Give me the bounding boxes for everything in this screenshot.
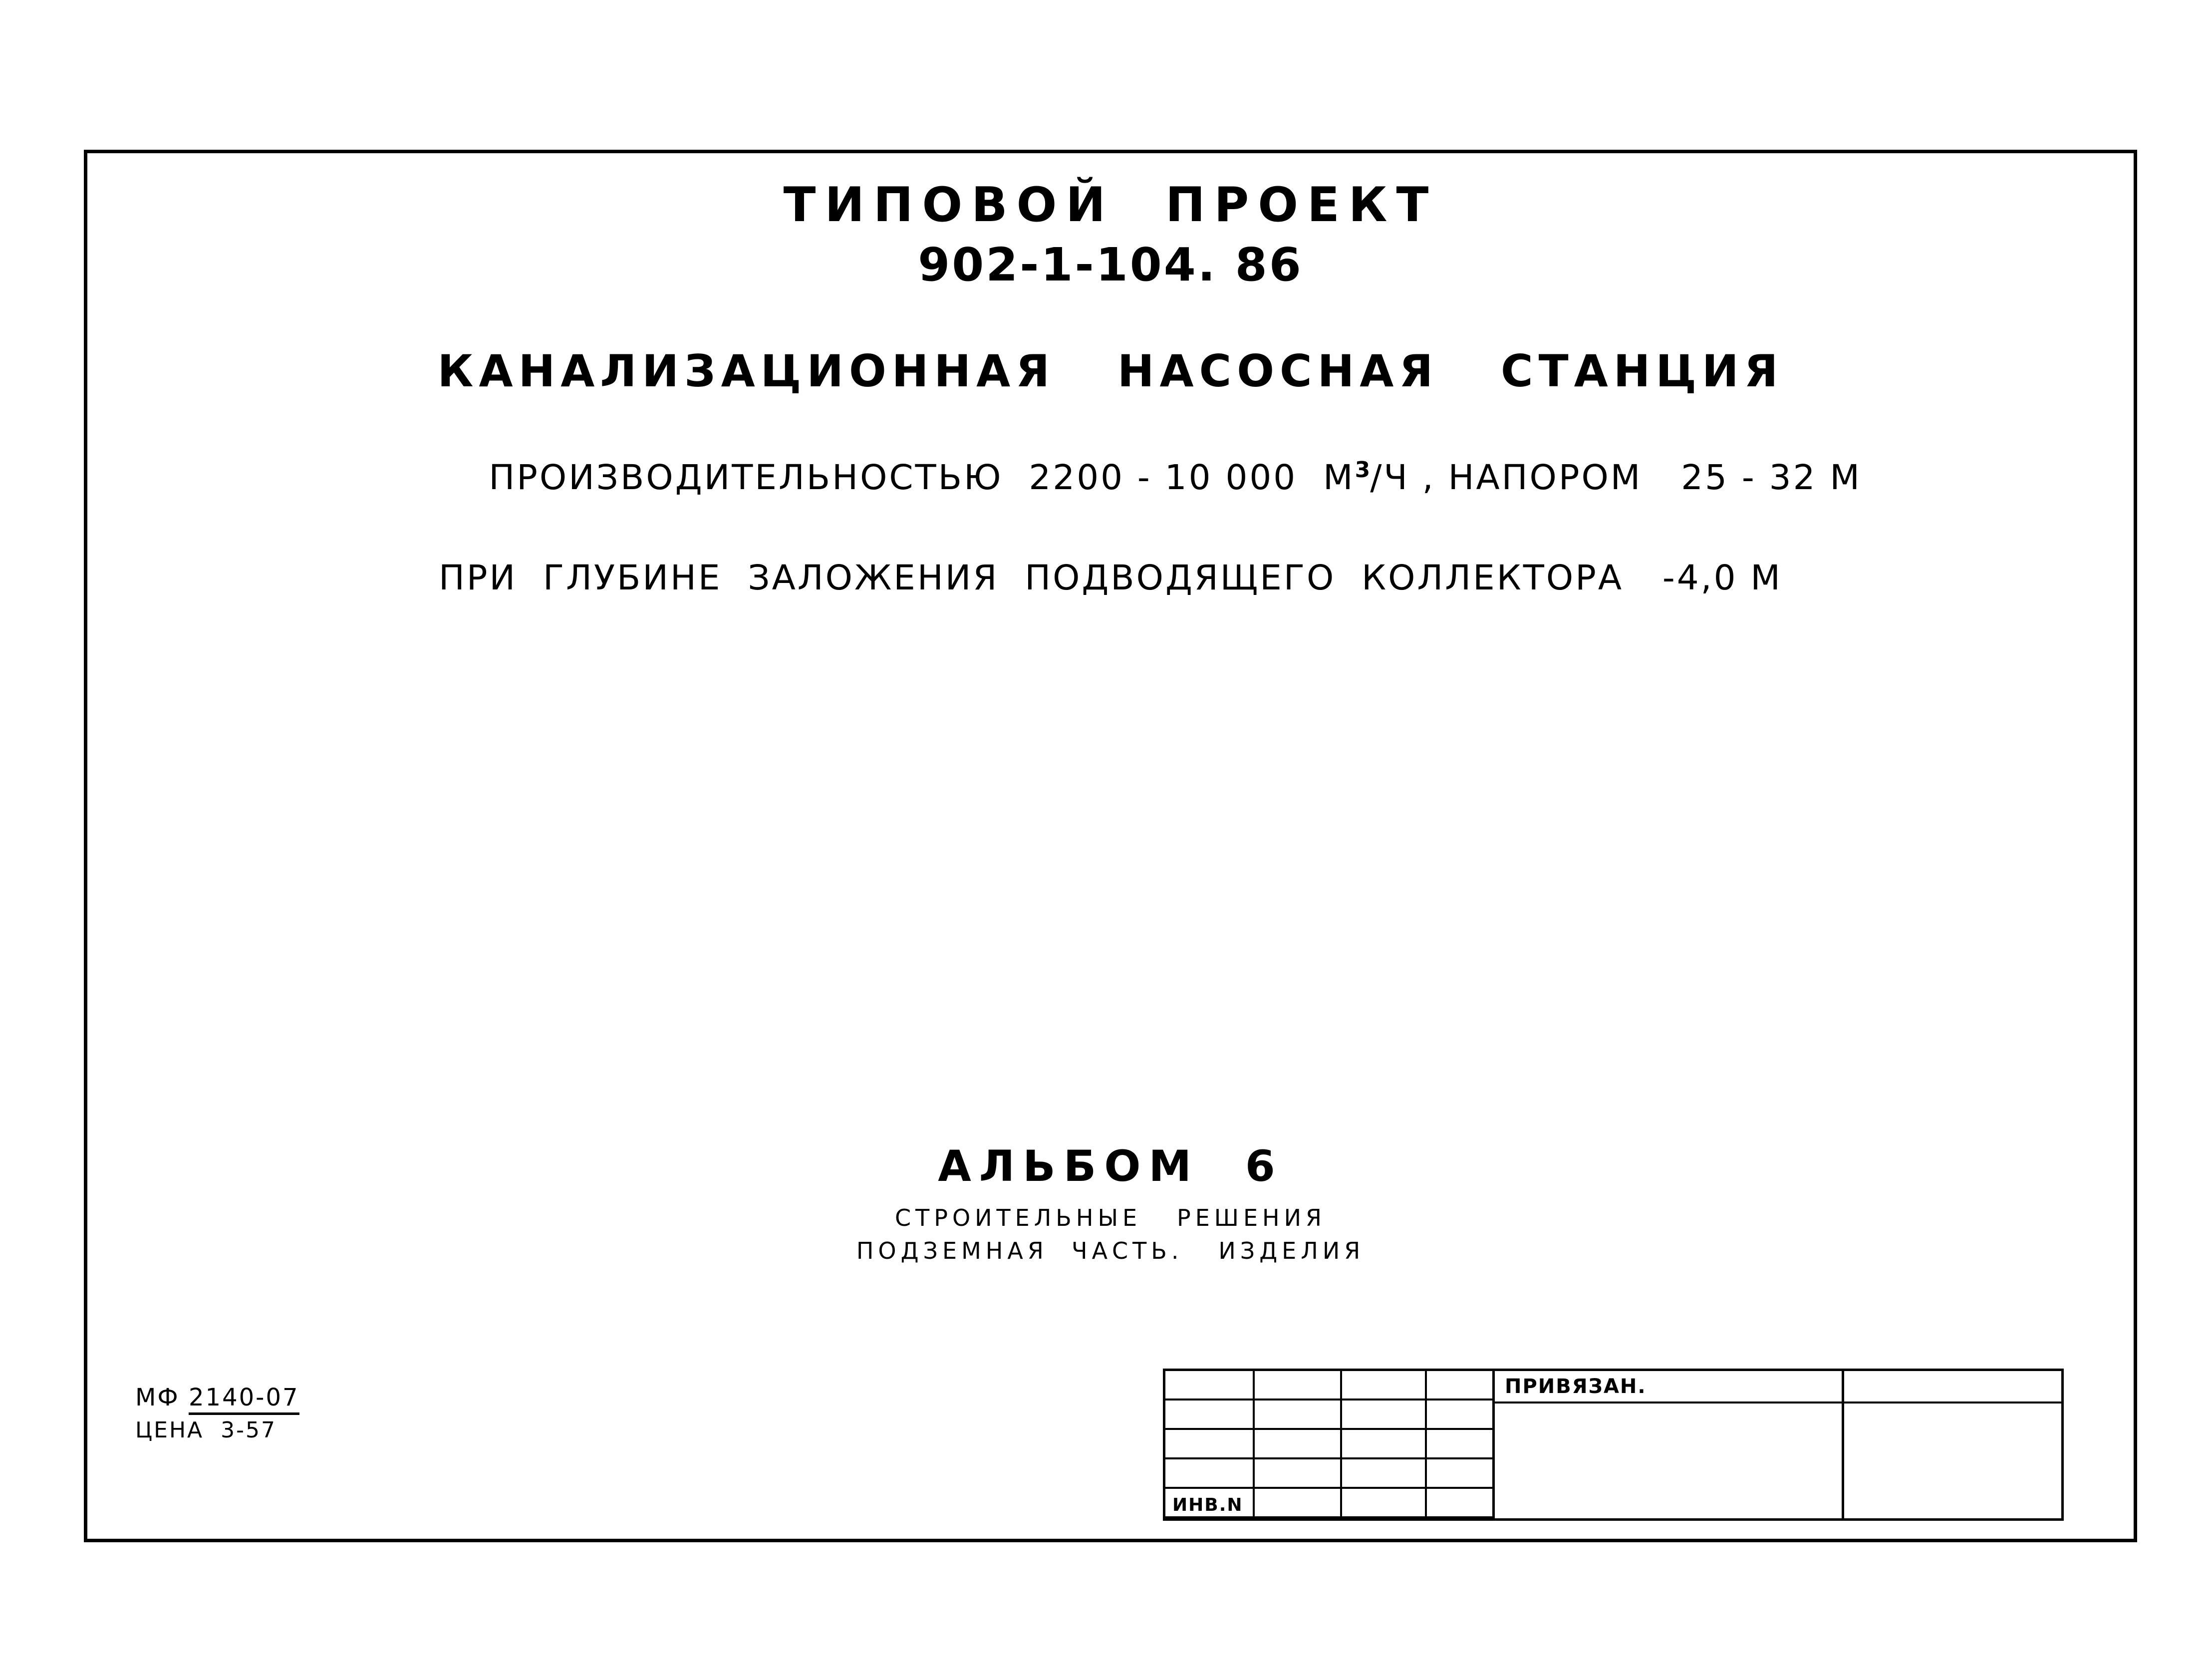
- price-label: ЦЕНА 3-57: [135, 1417, 276, 1443]
- catalog-prefix: МФ: [135, 1384, 189, 1411]
- album-block: [87, 1141, 2134, 1264]
- stamp-grid-row: [1165, 1430, 1492, 1459]
- specification-line-2: ПРИ ГЛУБИНЕ ЗАЛОЖЕНИЯ ПОДВОДЯЩЕГО КОЛЛЕКТОРА -4,0 М: [439, 558, 1782, 598]
- project-code: 902-1-104. 86: [918, 238, 1303, 291]
- cubic-exponent: 3: [1355, 457, 1371, 483]
- spec-head-text: /Ч , НАПОРОМ 25 - 32 М: [1370, 458, 1862, 498]
- album-subtitle-1: СТРОИТЕЛЬНЫЕ РЕШЕНИЯ: [894, 1204, 1326, 1231]
- frame-content: [87, 153, 2134, 1539]
- album-subtitle-2: ПОДЗЕМНАЯ ЧАСТЬ. ИЗДЕЛИЯ: [856, 1237, 1365, 1264]
- title-stamp-table: [1163, 1369, 2064, 1521]
- catalog-number: 2140-07: [189, 1384, 299, 1415]
- stamp-binding-cell: [1495, 1371, 1844, 1518]
- album-title: АЛЬБОМ 6: [938, 1141, 1283, 1191]
- stamp-grid-row: [1165, 1400, 1492, 1430]
- catalog-stamp: [135, 1384, 415, 1443]
- stamp-grid-left: [1165, 1371, 1495, 1518]
- stamp-grid-row: [1165, 1371, 1492, 1400]
- stamp-grid-row: [1165, 1459, 1492, 1489]
- page-title: КАНАЛИЗАЦИОННАЯ НАСОСНАЯ СТАНЦИЯ: [437, 345, 1784, 397]
- privyazan-label: ПРИВЯЗАН.: [1505, 1375, 1647, 1398]
- stamp-right-cell: [1844, 1371, 2061, 1518]
- catalog-number-line: [135, 1384, 415, 1411]
- title-block: [87, 178, 2134, 601]
- specification-line-1: [87, 408, 2134, 548]
- drawing-frame: [84, 150, 2137, 1542]
- spec-capacity-text: ПРОИЗВОДИТЕЛЬНОСТЬЮ 2200 - 10 000 М: [489, 458, 1355, 498]
- stamp-right-hline: [1844, 1401, 2061, 1403]
- inventory-label: ИНВ.N: [1172, 1495, 1243, 1515]
- document-type-heading: ТИПОВОЙ ПРОЕКТ: [783, 178, 1438, 233]
- stamp-mid-hline: [1495, 1401, 1842, 1403]
